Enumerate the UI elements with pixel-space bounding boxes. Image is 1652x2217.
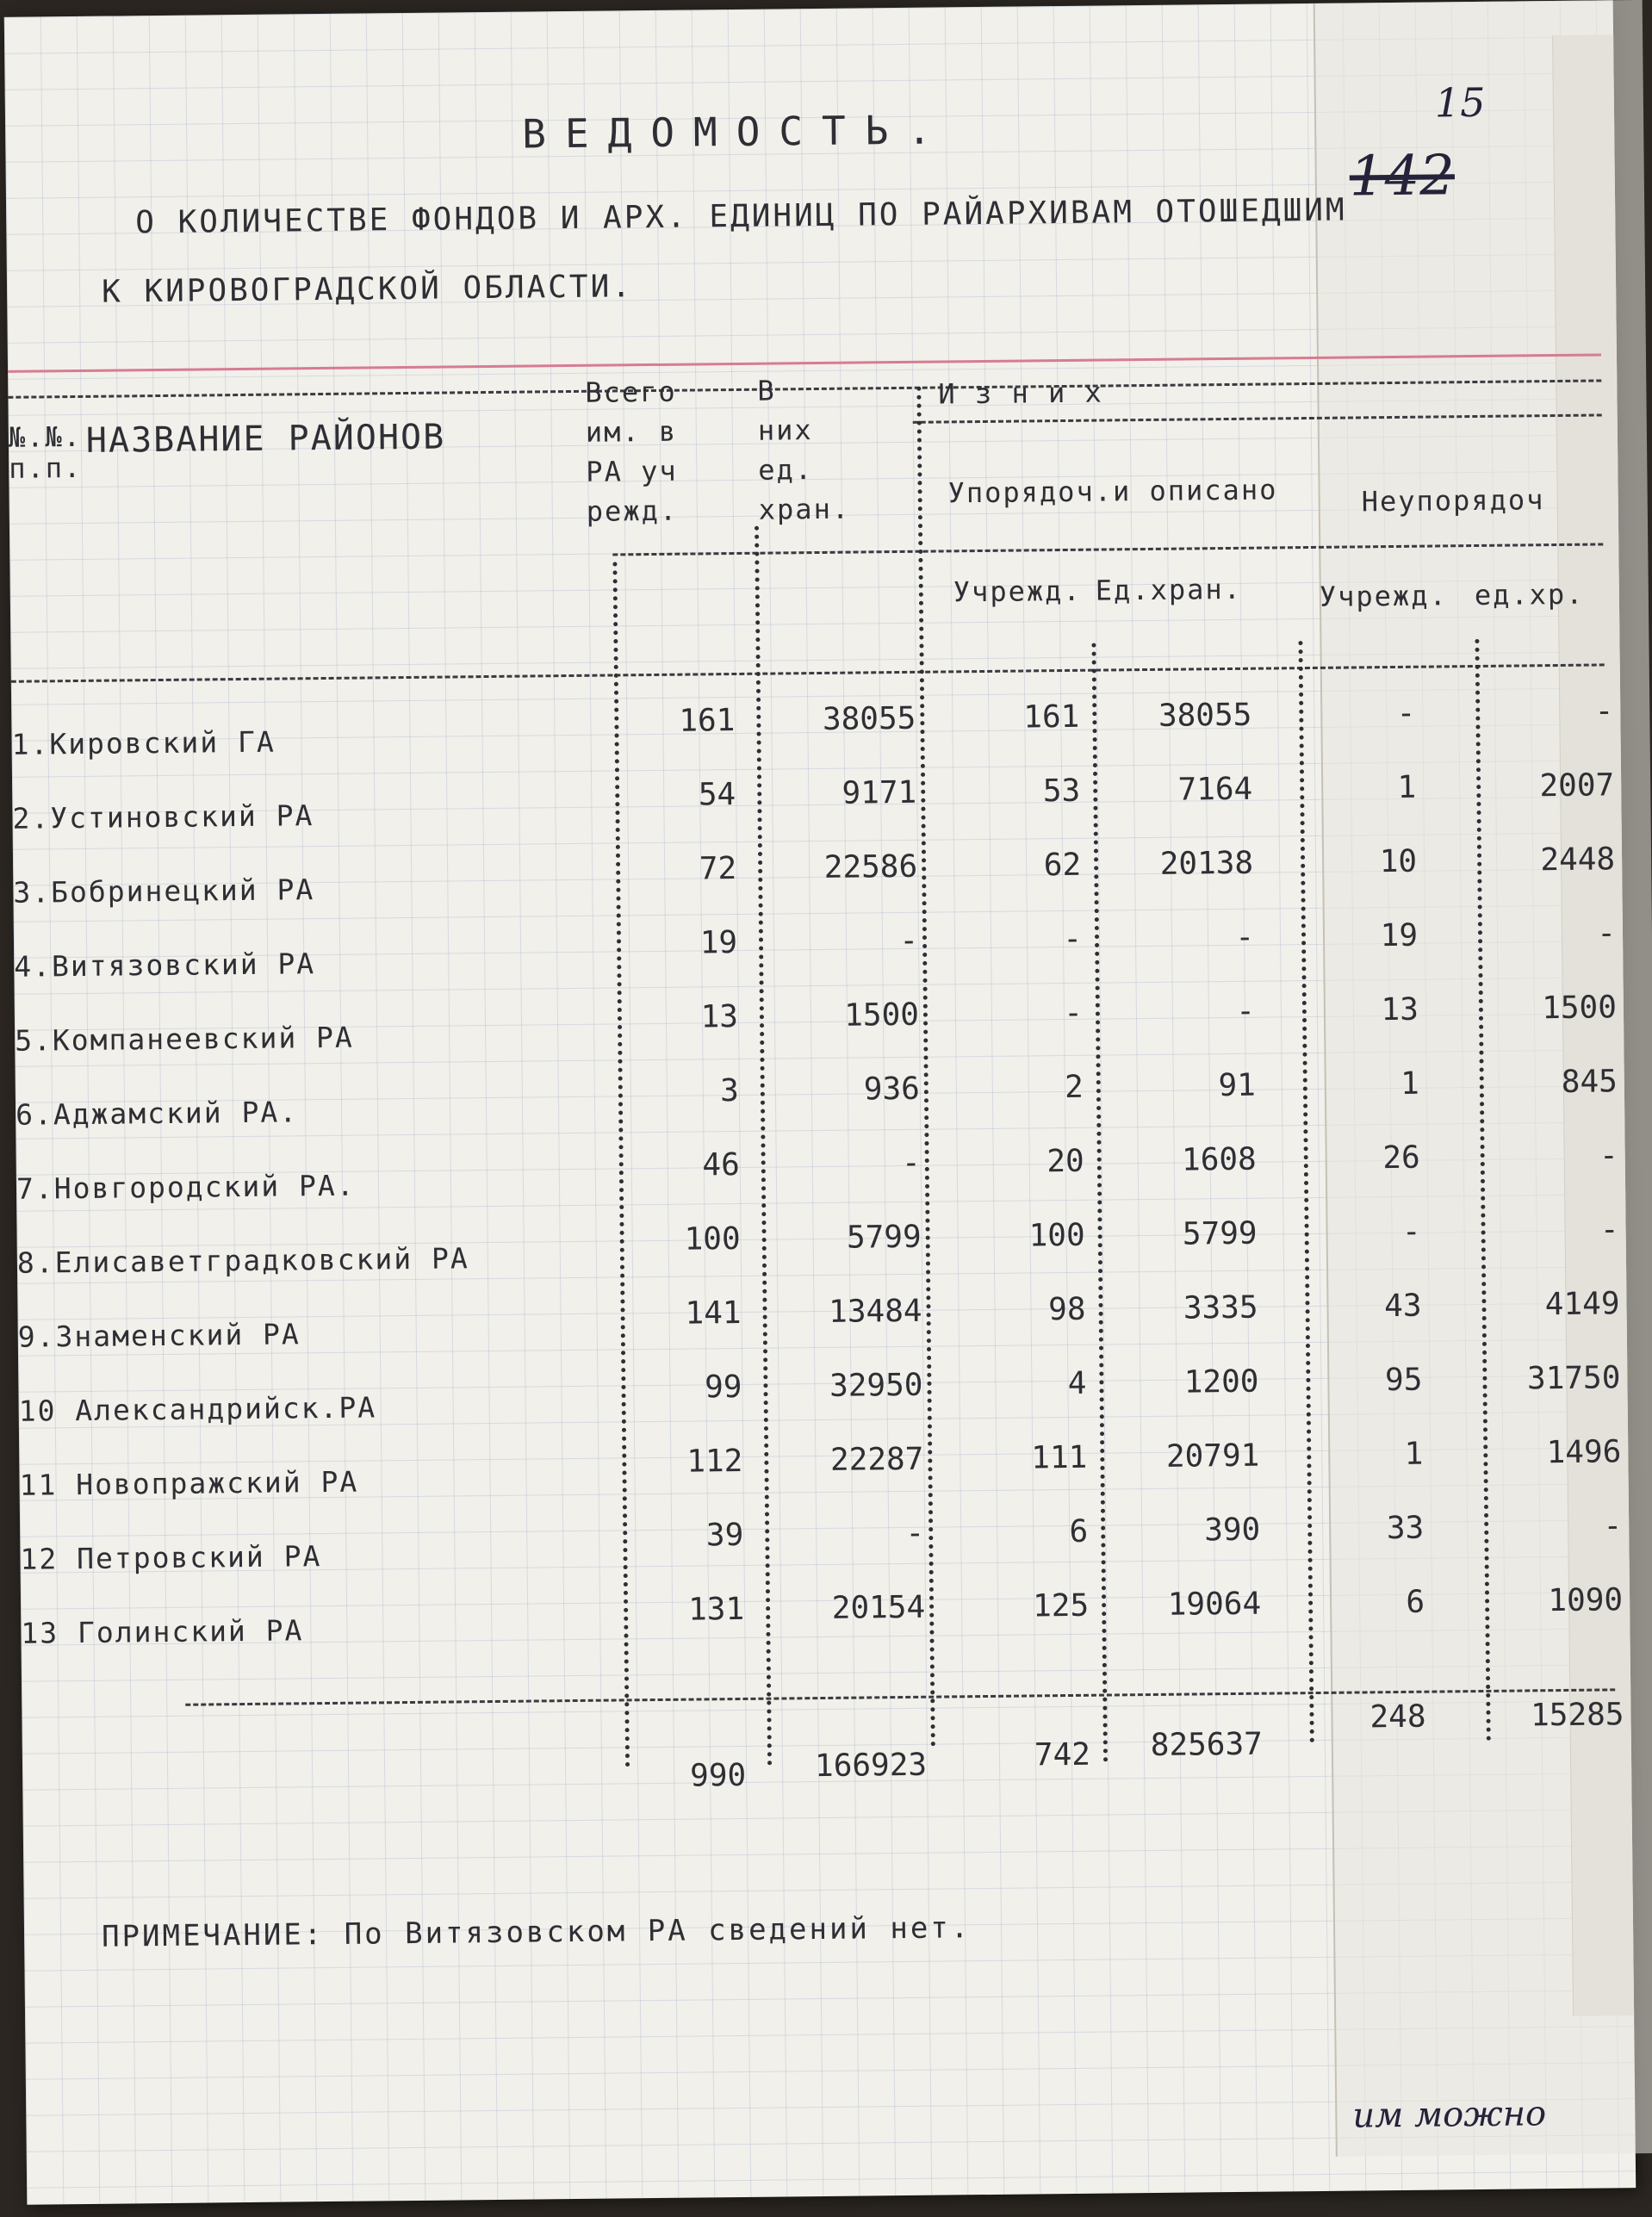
cell-ordered-inst: 111 [1031, 1439, 1088, 1476]
header-of-them: И з н и х [938, 376, 1103, 411]
total-ordered-inst: 742 [1034, 1736, 1091, 1773]
row-name: 11 Новопражский РА [19, 1464, 359, 1502]
row-name: 8.Елисаветградковский РА [16, 1241, 469, 1280]
page-number: 15 [1434, 78, 1486, 127]
cell-ordered-inst: 62 [1043, 847, 1082, 884]
cell-unordered-units: 31750 [1526, 1360, 1621, 1397]
cell-total-fonds: 100 [684, 1220, 741, 1258]
cell-total-fonds: 141 [685, 1295, 742, 1332]
cell-total-fonds: 19 [699, 924, 738, 961]
cell-unordered-inst: 43 [1383, 1288, 1422, 1325]
cell-total-fonds: 3 [719, 1072, 740, 1109]
cell-unordered-units: 4149 [1544, 1286, 1620, 1323]
cell-total-fonds: 54 [698, 777, 736, 813]
cell-unordered-units: - [1599, 1138, 1618, 1174]
header-ordered: Упорядоч.и описано [947, 473, 1278, 510]
header-ordered-inst: Учрежд. [953, 574, 1082, 609]
cell-total-units: 20154 [831, 1589, 926, 1626]
cell-total-units: 9171 [842, 774, 917, 811]
document-page [4, 0, 1636, 2204]
cell-unordered-inst: 13 [1381, 991, 1419, 1028]
cell-ordered-inst: 4 [1067, 1365, 1087, 1402]
cell-unordered-units: 845 [1561, 1064, 1618, 1100]
cell-ordered-units: 38055 [1158, 697, 1252, 734]
cell-ordered-units: 19064 [1167, 1586, 1262, 1623]
header-unordered-inst: Учрежд. [1319, 579, 1448, 613]
cell-ordered-units: 1608 [1181, 1141, 1257, 1178]
row-name: 5.Компанеевский РА [14, 1020, 355, 1058]
header-num: №.№. п.п. [8, 419, 83, 485]
total-fonds: 990 [689, 1757, 747, 1794]
cell-total-fonds: 131 [687, 1591, 745, 1628]
cell-total-units: - [899, 922, 919, 959]
cell-unordered-units: - [1603, 1508, 1623, 1544]
cell-ordered-units: 3335 [1183, 1289, 1258, 1326]
cell-ordered-inst: 100 [1028, 1217, 1085, 1254]
cell-ordered-inst: 6 [1069, 1513, 1089, 1549]
header-unordered-units: ед.хр. [1474, 577, 1585, 612]
cell-unordered-inst: 1 [1400, 1065, 1420, 1102]
row-name: 3.Бобринецкий РА [13, 873, 315, 910]
cell-unordered-inst: - [1401, 1214, 1421, 1250]
row-name: 7.Новгородский РА. [16, 1168, 356, 1206]
document-title: ВЕДОМОСТЬ. [521, 106, 951, 158]
cell-total-fonds: 112 [686, 1443, 743, 1480]
row-name: 10 Александрийск.РА [18, 1390, 377, 1428]
header-unordered: Неупорядоч [1361, 483, 1545, 519]
old-page-number: 142 [1349, 144, 1456, 209]
cell-total-fonds: 46 [702, 1146, 740, 1183]
cell-total-units: 13484 [828, 1293, 922, 1330]
header-ordered-units: Ед.хран. [1095, 572, 1243, 607]
cell-ordered-inst: - [1064, 995, 1084, 1032]
cell-unordered-inst: 6 [1406, 1584, 1425, 1620]
cell-ordered-units: 91 [1218, 1067, 1257, 1104]
header-total-units: В них ед. хран. [757, 374, 851, 526]
row-name: 13 Голинский РА [21, 1613, 304, 1650]
cell-total-units: 5799 [846, 1219, 922, 1256]
cell-unordered-units: - [1597, 916, 1617, 952]
cell-total-units: - [905, 1515, 925, 1551]
cell-ordered-inst: 98 [1047, 1291, 1086, 1328]
footnote: ПРИМЕЧАНИЕ: По Витязовском РА сведений нет. [101, 1910, 972, 1954]
cell-ordered-inst: 20 [1046, 1143, 1084, 1180]
cell-unordered-units: 1496 [1546, 1434, 1622, 1471]
header-name: НАЗВАНИЕ РАЙОНОВ [85, 417, 446, 461]
cell-ordered-units: 7164 [1177, 771, 1253, 808]
cell-total-units: 22586 [823, 848, 918, 885]
cell-unordered-units: 2007 [1539, 767, 1615, 804]
cell-total-units: 32950 [829, 1367, 923, 1404]
cell-total-units: - [901, 1145, 921, 1182]
row-name: 9.Знаменский РА [17, 1317, 301, 1354]
total-unordered-inst: 248 [1369, 1698, 1426, 1736]
cell-total-fonds: 13 [700, 998, 739, 1035]
cell-total-fonds: 161 [679, 703, 736, 739]
cell-unordered-units: 2448 [1540, 841, 1616, 879]
cell-unordered-inst: 19 [1380, 917, 1419, 954]
document-subtitle-line1: О КОЛИЧЕСТВЕ ФОНДОВ И АРХ. ЕДИНИЦ ПО РАЙАРХИВАМ ОТОШЕДШИМ [135, 192, 1347, 241]
cell-unordered-inst: 1 [1404, 1436, 1424, 1472]
cell-unordered-units: - [1599, 1212, 1619, 1248]
cell-total-units: 936 [863, 1071, 921, 1108]
cell-ordered-inst: - [1063, 921, 1083, 958]
cell-total-fonds: 99 [704, 1369, 742, 1406]
handwritten-note: им можно [1352, 2094, 1547, 2136]
cell-total-fonds: 72 [699, 851, 737, 887]
cell-total-fonds: 39 [705, 1517, 744, 1554]
cell-ordered-units: 20138 [1159, 845, 1254, 882]
row-name: 6.Аджамский РА. [15, 1095, 299, 1132]
row-name: 12 Петровский РА [20, 1539, 322, 1576]
cell-ordered-units: 5799 [1182, 1215, 1258, 1252]
cell-unordered-inst: 10 [1379, 843, 1418, 880]
cell-unordered-inst: 33 [1386, 1510, 1425, 1547]
document-subtitle-line2: К КИРОВОГРАДСКОЙ ОБЛАСТИ. [101, 269, 634, 310]
cell-unordered-inst: - [1396, 695, 1416, 731]
row-name: 1.Кировский ГА [11, 724, 276, 761]
cell-ordered-units: 1200 [1183, 1363, 1259, 1400]
cell-unordered-inst: 1 [1397, 769, 1417, 805]
row-name: 4.Витязовский РА [14, 947, 316, 984]
cell-total-units: 38055 [822, 700, 916, 737]
header-total-fonds: Всего им. в РА уч режд. [585, 375, 679, 528]
cell-total-units: 22287 [829, 1441, 924, 1478]
cell-ordered-inst: 53 [1042, 773, 1081, 810]
cell-ordered-inst: 161 [1023, 699, 1080, 736]
cell-unordered-units: 1500 [1541, 990, 1618, 1027]
cell-ordered-units: 20791 [1165, 1438, 1260, 1475]
cell-unordered-inst: 26 [1382, 1140, 1420, 1177]
row-name: 2.Устиновский РА [12, 798, 314, 835]
cell-ordered-units: 390 [1203, 1512, 1261, 1549]
cell-total-units: 1500 [844, 997, 920, 1034]
cell-ordered-units: - [1236, 993, 1256, 1029]
cell-unordered-inst: 95 [1384, 1362, 1423, 1399]
cell-ordered-inst: 125 [1032, 1587, 1090, 1624]
cell-unordered-units: 1090 [1548, 1582, 1624, 1619]
cell-ordered-units: - [1235, 919, 1255, 955]
cell-unordered-units: - [1594, 693, 1614, 730]
cell-ordered-inst: 2 [1064, 1069, 1084, 1106]
total-unordered-units: 15285 [1530, 1697, 1624, 1734]
total-ordered-units: 825637 [1150, 1726, 1264, 1764]
total-units: 166923 [814, 1747, 928, 1785]
